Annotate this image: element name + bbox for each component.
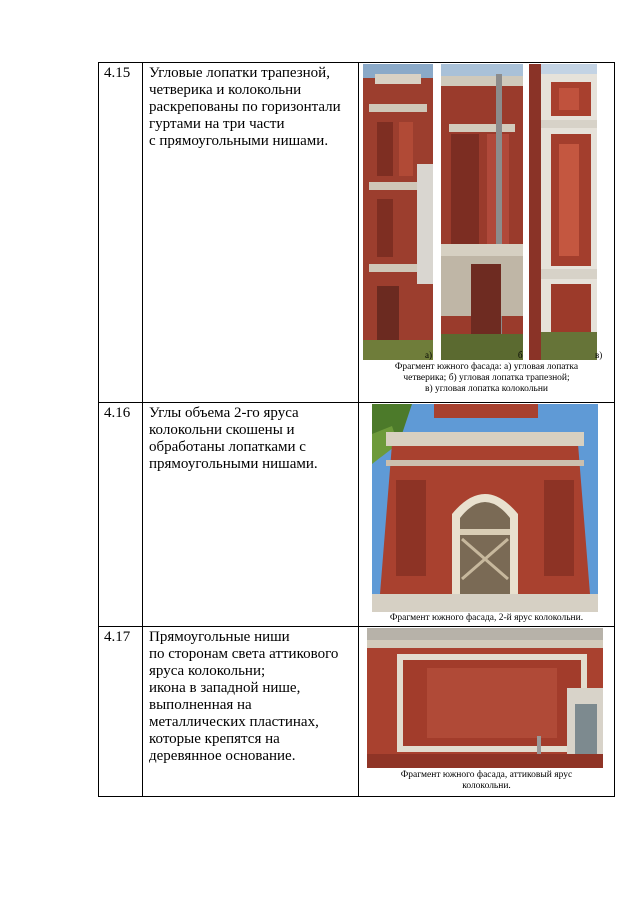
description-line: гуртами на три части xyxy=(149,116,285,132)
photo-corner-pilaster-refectory xyxy=(441,64,523,360)
description-line: Прямоугольные ниши xyxy=(149,629,290,645)
description-line: обработаны лопатками с xyxy=(149,439,306,455)
table-row xyxy=(99,627,615,797)
description-line: Углы объема 2-го яруса xyxy=(149,405,299,421)
photo-label-b: б xyxy=(518,350,523,360)
row-figure xyxy=(359,627,615,797)
photo-corner-pilaster-belltower xyxy=(529,64,597,360)
figure-caption xyxy=(359,613,614,624)
row-description xyxy=(143,627,359,797)
figure-caption xyxy=(359,362,614,395)
table-row xyxy=(99,403,615,627)
row-number: 4.16 xyxy=(99,403,143,627)
description-line: яруса колокольни; xyxy=(149,663,266,679)
figure-caption xyxy=(359,770,614,792)
caption-line: Фрагмент южного фасада, 2-й ярус колокольни. xyxy=(389,613,584,623)
photo-corner-pilaster-quadrangle xyxy=(363,64,433,360)
photo-triptych xyxy=(363,64,614,360)
description-line: прямоугольными нишами. xyxy=(149,456,318,472)
description-line: выполненная на xyxy=(149,697,252,713)
caption-line: Фрагмент южного фасада, аттиковый ярус xyxy=(400,770,573,780)
description-line: раскрепованы по горизонтали xyxy=(149,99,341,115)
description-line: колокольни скошены и xyxy=(149,422,295,438)
photo-attic-tier-niche xyxy=(367,628,603,768)
description-line: металлических пластинах, xyxy=(149,714,319,730)
photo-belltower-second-tier xyxy=(372,404,598,612)
photo-label-c: в) xyxy=(595,350,603,360)
row-description xyxy=(143,403,359,627)
row-figure xyxy=(359,63,615,403)
caption-line: в) угловая лопатка колокольни xyxy=(424,384,548,394)
table-row xyxy=(99,63,615,403)
row-figure xyxy=(359,403,615,627)
description-line: с прямоугольными нишами. xyxy=(149,133,329,149)
caption-line: колокольни. xyxy=(462,781,511,791)
caption-line: четверика; б) угловая лопатка трапезной; xyxy=(403,373,570,383)
elements-table xyxy=(98,62,615,797)
photo-label-a: а) xyxy=(425,350,432,360)
row-number: 4.15 xyxy=(99,63,143,403)
row-number: 4.17 xyxy=(99,627,143,797)
description-line: деревянное основание. xyxy=(149,748,296,764)
description-line: икона в западной нише, xyxy=(149,680,301,696)
description-line: Угловые лопатки трапезной, xyxy=(149,65,330,81)
caption-line: Фрагмент южного фасада: а) угловая лопатка xyxy=(394,362,579,372)
row-description xyxy=(143,63,359,403)
description-line: которые крепятся на xyxy=(149,731,280,747)
description-line: по сторонам света аттикового xyxy=(149,646,339,662)
description-line: четверика и колокольни xyxy=(149,82,302,98)
